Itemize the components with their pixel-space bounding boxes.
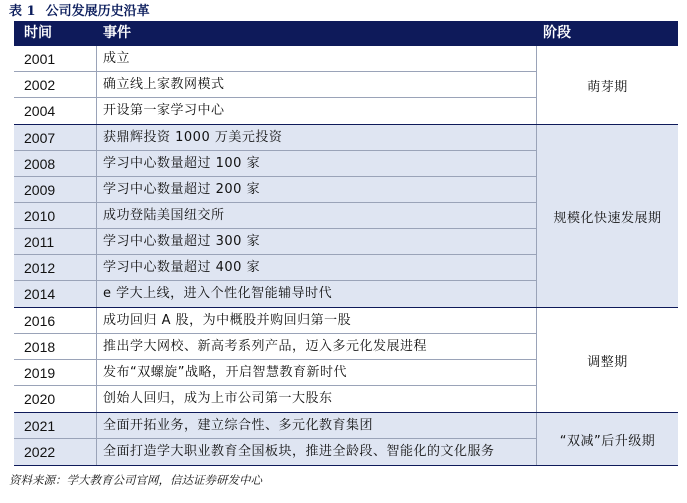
event-cell: 推出学大网校、新高考系列产品，迈入多元化发展进程 bbox=[97, 334, 537, 359]
table-row bbox=[14, 46, 537, 72]
table-caption bbox=[9, 3, 150, 21]
table-row bbox=[14, 360, 537, 386]
year-cell: 2008 bbox=[14, 151, 97, 176]
event-cell: 学习中心数量超过 100 家 bbox=[97, 151, 537, 176]
history-table bbox=[14, 21, 678, 466]
year-cell: 2016 bbox=[14, 308, 97, 333]
event-cell: 成立 bbox=[97, 46, 537, 71]
table-row bbox=[14, 98, 537, 124]
table-body bbox=[14, 46, 678, 466]
event-cell: 获鼎辉投资 1000 万美元投资 bbox=[97, 125, 537, 150]
stage-group bbox=[14, 308, 678, 413]
stage-rows bbox=[14, 308, 537, 412]
table-row bbox=[14, 439, 537, 465]
stage-rows bbox=[14, 125, 537, 307]
year-cell: 2009 bbox=[14, 177, 97, 202]
event-cell: 开设第一家学习中心 bbox=[97, 98, 537, 124]
stage-cell: 萌芽期 bbox=[587, 79, 628, 95]
table-row bbox=[14, 334, 537, 360]
table-row bbox=[14, 151, 537, 177]
header-event: 事件 bbox=[103, 25, 131, 41]
table-row bbox=[14, 281, 537, 307]
table-row bbox=[14, 413, 537, 439]
year-cell: 2022 bbox=[14, 439, 97, 465]
header-time: 时间 bbox=[24, 25, 52, 41]
header-stage: 阶段 bbox=[543, 25, 571, 41]
year-cell: 2020 bbox=[14, 386, 97, 412]
stage-rows bbox=[14, 413, 537, 465]
event-cell: 学习中心数量超过 200 家 bbox=[97, 177, 537, 202]
year-cell: 2014 bbox=[14, 281, 97, 307]
caption-title: 公司发展历史沿革 bbox=[45, 4, 150, 19]
stage-cell: 规模化快速发展期 bbox=[553, 210, 662, 226]
event-cell: 成功登陆美国纽交所 bbox=[97, 203, 537, 228]
year-cell: 2021 bbox=[14, 413, 97, 438]
table-row bbox=[14, 386, 537, 412]
year-cell: 2018 bbox=[14, 334, 97, 359]
table-row bbox=[14, 177, 537, 203]
stage-group bbox=[14, 125, 678, 308]
table-row bbox=[14, 308, 537, 334]
source-note: 资料来源：学大教育公司官网，信达证券研发中心 bbox=[9, 473, 262, 487]
year-cell: 2004 bbox=[14, 98, 97, 124]
event-cell: 创始人回归，成为上市公司第一大股东 bbox=[97, 386, 537, 412]
year-cell: 2010 bbox=[14, 203, 97, 228]
year-cell: 2001 bbox=[14, 46, 97, 71]
year-cell: 2007 bbox=[14, 125, 97, 150]
stage-rows bbox=[14, 46, 537, 124]
stage-cell: 调整期 bbox=[587, 354, 628, 370]
year-cell: 2019 bbox=[14, 360, 97, 385]
table-row bbox=[14, 203, 537, 229]
year-cell: 2002 bbox=[14, 72, 97, 97]
event-cell: 确立线上家教网模式 bbox=[97, 72, 537, 97]
event-cell: 学习中心数量超过 300 家 bbox=[97, 229, 537, 254]
caption-label: 表 1 bbox=[9, 4, 36, 19]
stage-group bbox=[14, 46, 678, 125]
event-cell: 学习中心数量超过 400 家 bbox=[97, 255, 537, 280]
table-row bbox=[14, 72, 537, 98]
event-cell: 全面开拓业务，建立综合性、多元化教育集团 bbox=[97, 413, 537, 438]
event-cell: 发布“双螺旋”战略，开启智慧教育新时代 bbox=[97, 360, 537, 385]
year-cell: 2011 bbox=[14, 229, 97, 254]
event-cell: 全面打造学大职业教育全国板块，推进全龄段、智能化的文化服务 bbox=[97, 439, 537, 465]
table-row bbox=[14, 229, 537, 255]
year-cell: 2012 bbox=[14, 255, 97, 280]
table-row bbox=[14, 255, 537, 281]
table-row bbox=[14, 125, 537, 151]
stage-cell: “双减”后升级期 bbox=[559, 433, 656, 449]
event-cell: e 学大上线，进入个性化智能辅导时代 bbox=[97, 281, 537, 307]
stage-group bbox=[14, 413, 678, 466]
table-header bbox=[14, 21, 678, 46]
event-cell: 成功回归 A 股，为中概股并购回归第一股 bbox=[97, 308, 537, 333]
